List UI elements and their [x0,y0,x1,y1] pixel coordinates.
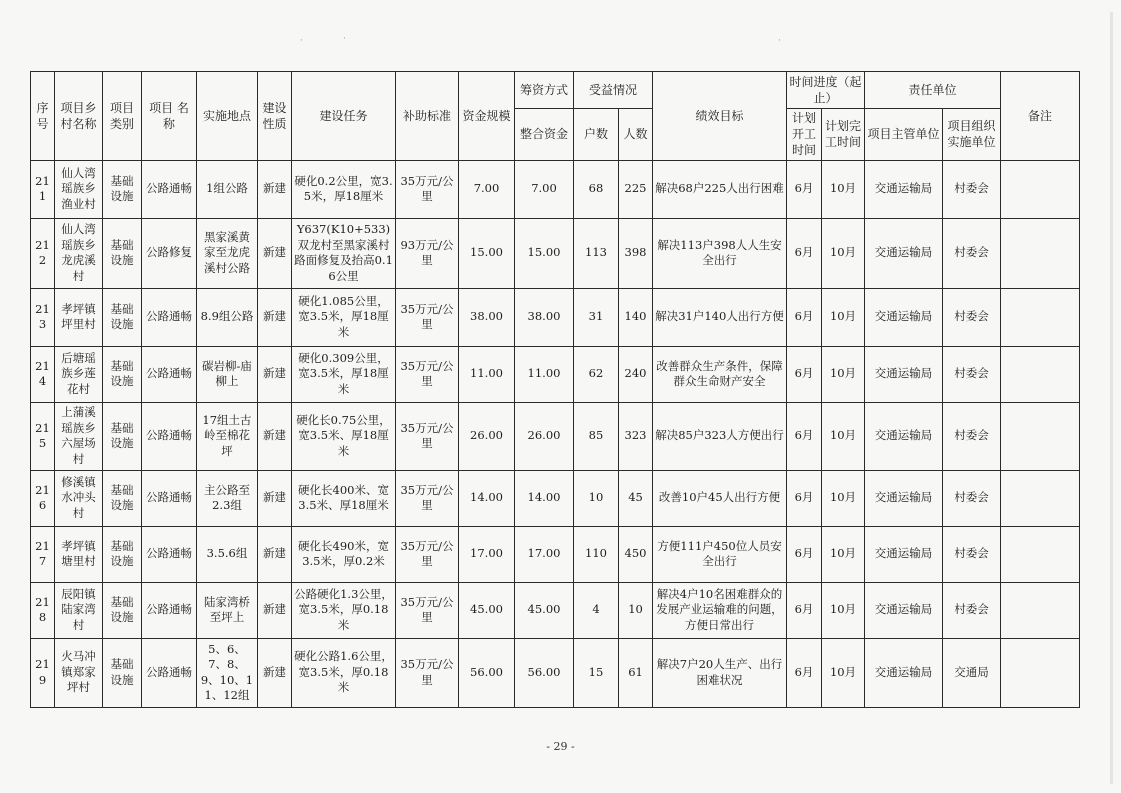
cell-seq: 216 [31,470,55,526]
col-location-header: 实施地点 [197,72,258,161]
cell-start: 6月 [787,526,822,582]
cell-subsidy: 35万元/公里 [396,160,459,218]
cell-subsidy: 93万元/公里 [396,218,459,288]
cell-start: 6月 [787,470,822,526]
col-time-group-header: 时间进度（起止） [787,72,865,109]
cell-finish: 10月 [822,582,865,638]
cell-location: 陆家湾桥至坪上 [197,582,258,638]
cell-location: 5、6、7、8、9、10、11、12组 [197,638,258,707]
col-nature-header: 建设性质 [258,72,292,161]
cell-integrated: 38.00 [515,288,574,346]
cell-households: 113 [574,218,619,288]
cell-org: 村委会 [943,470,1001,526]
cell-integrated: 11.00 [515,346,574,402]
cell-remark [1001,526,1080,582]
cell-goal: 改善群众生产条件，保障群众生命财产安全 [653,346,787,402]
cell-location: 8.9组公路 [197,288,258,346]
table-body [31,160,1080,707]
cell-location: 1组公路 [197,160,258,218]
cell-goal: 改善10户45人出行方便 [653,470,787,526]
cell-name: 公路通畅 [142,638,197,707]
cell-nature: 新建 [258,638,292,707]
cell-fund: 14.00 [459,470,515,526]
cell-goal: 解决85户323人方便出行 [653,402,787,470]
col-goal-header: 绩效目标 [653,72,787,161]
cell-people: 240 [619,346,653,402]
cell-name: 公路通畅 [142,582,197,638]
cell-integrated: 7.00 [515,160,574,218]
cell-households: 10 [574,470,619,526]
cell-finish: 10月 [822,526,865,582]
cell-fund: 26.00 [459,402,515,470]
cell-location: 碳岩柳-庙柳上 [197,346,258,402]
cell-subsidy: 35万元/公里 [396,582,459,638]
col-village-header: 项目乡村名称 [55,72,103,161]
project-table [30,71,1080,708]
table-row [31,346,1080,402]
cell-people: 450 [619,526,653,582]
cell-village: 后塘瑶族乡莲花村 [55,346,103,402]
table-row [31,288,1080,346]
page-number: - 29 - [546,740,575,753]
cell-start: 6月 [787,638,822,707]
cell-households: 15 [574,638,619,707]
cell-goal: 方便111户450位人员安全出行 [653,526,787,582]
col-integrated-header: 整合资金 [515,109,574,161]
cell-subsidy: 35万元/公里 [396,346,459,402]
cell-people: 323 [619,402,653,470]
cell-name: 公路通畅 [142,160,197,218]
scan-mark: · [778,36,781,46]
cell-category: 基础设施 [103,160,142,218]
cell-integrated: 45.00 [515,582,574,638]
cell-village: 孝坪镇塘里村 [55,526,103,582]
cell-subsidy: 35万元/公里 [396,470,459,526]
table-header-row [31,72,1080,109]
cell-integrated: 15.00 [515,218,574,288]
col-people-header: 人数 [619,109,653,161]
cell-subsidy: 35万元/公里 [396,402,459,470]
cell-task: 硬化公路1.6公里，宽3.5米，厚0.18米 [292,638,396,707]
cell-people: 225 [619,160,653,218]
cell-subsidy: 35万元/公里 [396,288,459,346]
cell-name: 公路通畅 [142,526,197,582]
cell-org: 村委会 [943,346,1001,402]
table-row [31,160,1080,218]
cell-remark [1001,582,1080,638]
cell-fund: 38.00 [459,288,515,346]
cell-category: 基础设施 [103,288,142,346]
col-remark-header: 备注 [1001,72,1080,161]
cell-seq: 215 [31,402,55,470]
cell-remark [1001,346,1080,402]
cell-households: 4 [574,582,619,638]
cell-remark [1001,638,1080,707]
col-benefit-group-header: 受益情况 [574,72,653,109]
table-row [31,638,1080,707]
cell-dept: 交通运输局 [865,402,943,470]
scan-mark: · [343,34,346,44]
col-start-header: 计划开工时间 [787,109,822,161]
cell-nature: 新建 [258,346,292,402]
cell-village: 火马冲镇郑家坪村 [55,638,103,707]
cell-finish: 10月 [822,346,865,402]
cell-remark [1001,288,1080,346]
cell-finish: 10月 [822,402,865,470]
cell-location: 17组土古岭至棉花坪 [197,402,258,470]
cell-category: 基础设施 [103,402,142,470]
cell-dept: 交通运输局 [865,638,943,707]
cell-integrated: 14.00 [515,470,574,526]
cell-org: 村委会 [943,526,1001,582]
cell-households: 62 [574,346,619,402]
cell-start: 6月 [787,582,822,638]
cell-start: 6月 [787,346,822,402]
table-row [31,582,1080,638]
cell-integrated: 17.00 [515,526,574,582]
cell-people: 140 [619,288,653,346]
cell-fund: 56.00 [459,638,515,707]
cell-nature: 新建 [258,160,292,218]
cell-village: 辰阳镇陆家湾村 [55,582,103,638]
cell-village: 上蒲溪瑶族乡六屋场村 [55,402,103,470]
cell-seq: 213 [31,288,55,346]
cell-people: 45 [619,470,653,526]
cell-task: Y637(K10+533)双龙村至黑家溪村路面修复及抬高0.16公里 [292,218,396,288]
cell-village: 仙人湾瑶族乡渔业村 [55,160,103,218]
scan-mark: · [300,36,303,46]
cell-dept: 交通运输局 [865,218,943,288]
cell-category: 基础设施 [103,582,142,638]
cell-remark [1001,402,1080,470]
cell-dept: 交通运输局 [865,160,943,218]
cell-integrated: 56.00 [515,638,574,707]
cell-category: 基础设施 [103,638,142,707]
cell-task: 公路硬化1.3公里，宽3.5米，厚0.18米 [292,582,396,638]
cell-dept: 交通运输局 [865,346,943,402]
table-row [31,218,1080,288]
cell-name: 公路通畅 [142,402,197,470]
cell-org: 交通局 [943,638,1001,707]
cell-village: 仙人湾瑶族乡龙虎溪村 [55,218,103,288]
cell-dept: 交通运输局 [865,470,943,526]
cell-seq: 214 [31,346,55,402]
cell-seq: 219 [31,638,55,707]
cell-people: 10 [619,582,653,638]
col-households-header: 户数 [574,109,619,161]
cell-org: 村委会 [943,160,1001,218]
col-fund-header: 资金规模 [459,72,515,161]
cell-households: 85 [574,402,619,470]
cell-finish: 10月 [822,160,865,218]
cell-name: 公路通畅 [142,288,197,346]
cell-seq: 212 [31,218,55,288]
table-row [31,526,1080,582]
cell-name: 公路通畅 [142,470,197,526]
cell-location: 主公路至2.3组 [197,470,258,526]
col-org-header: 项目组织实施单位 [943,109,1001,161]
col-finish-header: 计划完工时间 [822,109,865,161]
cell-finish: 10月 [822,218,865,288]
cell-subsidy: 35万元/公里 [396,526,459,582]
cell-dept: 交通运输局 [865,526,943,582]
cell-finish: 10月 [822,638,865,707]
cell-finish: 10月 [822,470,865,526]
cell-start: 6月 [787,288,822,346]
cell-nature: 新建 [258,526,292,582]
cell-start: 6月 [787,218,822,288]
cell-fund: 15.00 [459,218,515,288]
cell-category: 基础设施 [103,470,142,526]
cell-fund: 11.00 [459,346,515,402]
cell-nature: 新建 [258,218,292,288]
cell-task: 硬化长400米、宽3.5米、厚18厘米 [292,470,396,526]
cell-category: 基础设施 [103,346,142,402]
cell-task: 硬化0.309公里，宽3.5米，厚18厘米 [292,346,396,402]
cell-nature: 新建 [258,582,292,638]
cell-org: 村委会 [943,582,1001,638]
cell-category: 基础设施 [103,218,142,288]
col-seq-header: 序号 [31,72,55,161]
cell-remark [1001,470,1080,526]
cell-seq: 218 [31,582,55,638]
cell-org: 村委会 [943,402,1001,470]
cell-fund: 45.00 [459,582,515,638]
col-task-header: 建设任务 [292,72,396,161]
col-dept-header: 项目主管单位 [865,109,943,161]
col-name-header: 项目 名称 [142,72,197,161]
cell-org: 村委会 [943,218,1001,288]
cell-people: 398 [619,218,653,288]
cell-goal: 解决113户398人人生安全出行 [653,218,787,288]
cell-remark [1001,218,1080,288]
cell-start: 6月 [787,402,822,470]
cell-goal: 解决68户225人出行困难 [653,160,787,218]
cell-seq: 211 [31,160,55,218]
cell-fund: 7.00 [459,160,515,218]
cell-task: 硬化长490米，宽3.5米，厚0.2米 [292,526,396,582]
cell-nature: 新建 [258,470,292,526]
cell-task: 硬化长0.75公里，宽3.5米、厚18厘米 [292,402,396,470]
cell-households: 31 [574,288,619,346]
cell-dept: 交通运输局 [865,288,943,346]
cell-location: 黑家溪黄家至龙虎溪村公路 [197,218,258,288]
cell-seq: 217 [31,526,55,582]
cell-goal: 解决7户20人生产、出行困难状况 [653,638,787,707]
cell-dept: 交通运输局 [865,582,943,638]
table-row [31,470,1080,526]
cell-category: 基础设施 [103,526,142,582]
cell-households: 68 [574,160,619,218]
col-resp-group-header: 责任单位 [865,72,1001,109]
cell-nature: 新建 [258,402,292,470]
cell-org: 村委会 [943,288,1001,346]
page-edge [1110,12,1113,784]
cell-households: 110 [574,526,619,582]
cell-task: 硬化0.2公里，宽3.5米，厚18厘米 [292,160,396,218]
col-category-header: 项目类别 [103,72,142,161]
cell-name: 公路修复 [142,218,197,288]
cell-remark [1001,160,1080,218]
table-row [31,402,1080,470]
cell-subsidy: 35万元/公里 [396,638,459,707]
cell-nature: 新建 [258,288,292,346]
cell-location: 3.5.6组 [197,526,258,582]
cell-village: 修溪镇水冲头村 [55,470,103,526]
cell-fund: 17.00 [459,526,515,582]
col-subsidy-header: 补助标准 [396,72,459,161]
cell-village: 孝坪镇坪里村 [55,288,103,346]
col-funding-group-header: 筹资方式 [515,72,574,109]
cell-start: 6月 [787,160,822,218]
cell-integrated: 26.00 [515,402,574,470]
cell-finish: 10月 [822,288,865,346]
cell-goal: 解决4户10名困难群众的发展产业运输难的问题，方便日常出行 [653,582,787,638]
cell-goal: 解决31户140人出行方便 [653,288,787,346]
cell-task: 硬化1.085公里，宽3.5米，厚18厘米 [292,288,396,346]
cell-name: 公路通畅 [142,346,197,402]
cell-people: 61 [619,638,653,707]
